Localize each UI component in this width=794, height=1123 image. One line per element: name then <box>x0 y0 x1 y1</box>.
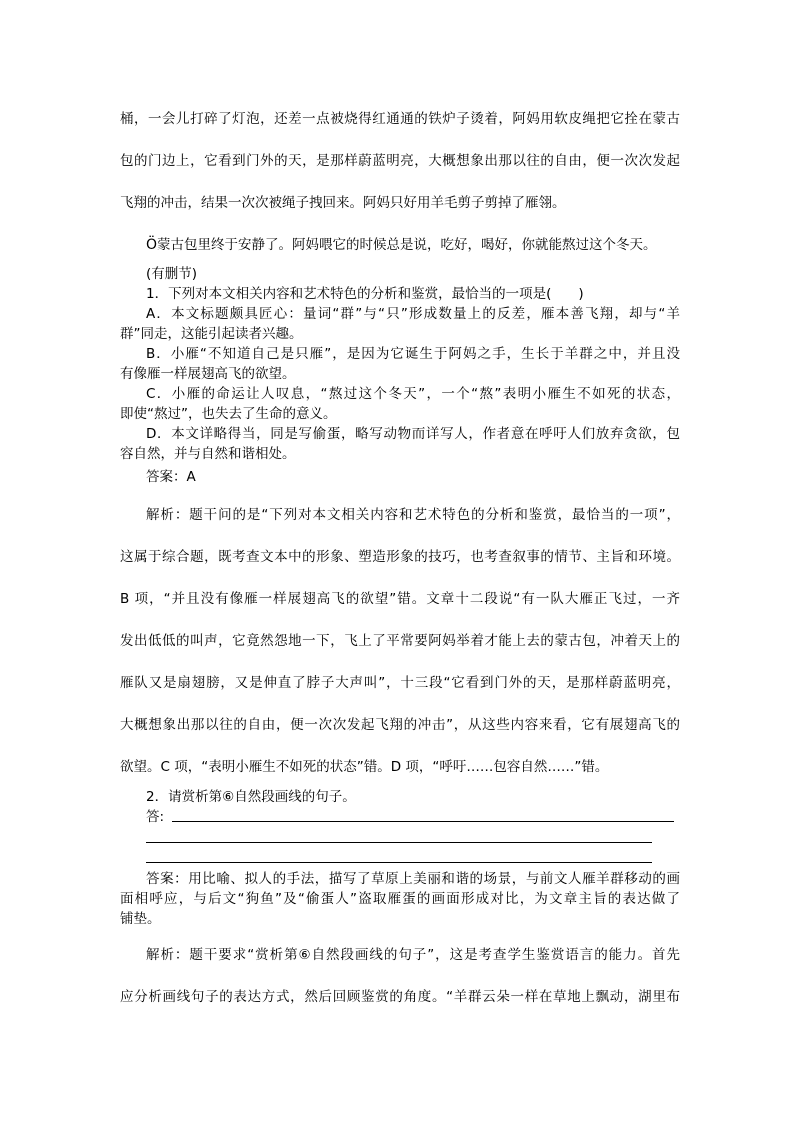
analysis-1-line-5: 雁队又是扇翅膀，又是伸直了脖子大声叫”，十三段“它看到门外的天，是那样蔚蓝明亮， <box>120 675 680 691</box>
question-2-stem: 2．请赏析第⑥自然段画线的句子。 <box>146 789 356 805</box>
analysis-2-line-2: 应分析画线句子的表达方式，然后回顾鉴赏的角度。“羊群云朵一样在草地上飘动，湖里布 <box>120 989 680 1005</box>
passage-line-4 <box>146 236 706 254</box>
analysis-1-line-4: 发出低低的叫声，它竟然怨地一下，飞上了平常要阿妈举着才能上去的蒙古包，冲着天上的 <box>120 633 680 649</box>
answer-label: 答: <box>146 809 165 825</box>
analysis-2-line-1: 解析：题干要求“赏析第⑥自然段画线的句子”，这是考查学生鉴赏语言的能力。首先 <box>146 947 680 963</box>
analysis-1-line-2: 这属于综合题，既考查文本中的形象、塑造形象的技巧，也考查叙事的情节、主旨和环境。 <box>120 549 680 565</box>
option-d-line-2: 容自然，并与自然和谐相处。 <box>120 446 296 462</box>
paragraph-mark: Ö <box>146 237 158 253</box>
question-2-answer-line-1: 答案：用比喻、拟人的手法，描写了草原上美丽和谐的场景，与前文人雁羊群移动的画 <box>146 871 680 887</box>
option-c-line-2: 即使“熬过”，也失去了生命的意义。 <box>120 406 337 422</box>
option-d-line-1: D．本文详略得当，同是写偷蛋，略写动物而详写人，作者意在呼吁人们放弃贪欲，包 <box>146 426 680 442</box>
passage-line-2: 包的门边上，它看到门外的天，是那样蔚蓝明亮，大概想象出那以往的自由，便一次次发起 <box>120 153 680 169</box>
answer-blank-line-1[interactable] <box>172 821 674 822</box>
analysis-1-line-1: 解析：题干问的是“下列对本文相关内容和艺术特色的分析和鉴赏，最恰当的一项”， <box>146 507 680 523</box>
option-c-line-1: C．小雁的命运让人叹息，“熬过这个冬天”，一个“熬”表明小雁生不如死的状态， <box>146 386 680 402</box>
option-a-line-2: 群”同走，这能引起读者兴趣。 <box>120 326 303 342</box>
source-note: (有删节) <box>146 266 198 282</box>
analysis-1-line-6: 大概想象出那以往的自由，便一次次发起飞翔的冲击”，从这些内容来看，它有展翅高飞的 <box>120 717 680 733</box>
option-b-line-1: B．小雁“不知道自己是只雁”，是因为它诞生于阿妈之手，生长于羊群之中，并且没 <box>146 346 680 362</box>
analysis-1-line-7: 欲望。C 项，“表明小雁生不如死的状态”错。D 项，“呼吁……包容自然……”错。 <box>120 759 609 775</box>
passage-line-1: 桶，一会儿打碎了灯泡，还差一点被烧得红通通的铁炉子烫着，阿妈用软皮绳把它拴在蒙古 <box>120 111 680 127</box>
option-a-line-1: A．本文标题颇具匠心：量词“群”与“只”形成数量上的反差，雁本善飞翔，却与“羊 <box>146 306 680 322</box>
question-2-answer-line-3: 铺垫。 <box>120 911 161 927</box>
answer-blank-line-2[interactable] <box>146 842 652 843</box>
analysis-1-line-3: B 项，“并且没有像雁一样展翅高飞的欲望”错。文章十二段说“有一队大雁正飞过，一齐 <box>120 591 680 607</box>
question-2-answer-line-2: 面相呼应，与后文“狗鱼”及“偷蛋人”盗取雁蛋的画面形成对比，为文章主旨的表达做了 <box>120 891 680 907</box>
passage-line-3: 飞翔的冲击，结果一次次被绳子拽回来。阿妈只好用羊毛剪子剪掉了雁翎。 <box>120 195 566 211</box>
option-b-line-2: 有像雁一样展翅高飞的欲望。 <box>120 366 296 382</box>
question-1-answer: 答案：A <box>146 469 196 485</box>
passage-line-4-text: 蒙古包里终于安静了。阿妈喂它的时候总是说，吃好，喝好，你就能熬过这个冬天。 <box>157 237 657 253</box>
answer-blank-line-3[interactable] <box>146 862 652 863</box>
question-1-stem: 1．下列对本文相关内容和艺术特色的分析和鉴赏，最恰当的一项是( ) <box>146 286 584 302</box>
